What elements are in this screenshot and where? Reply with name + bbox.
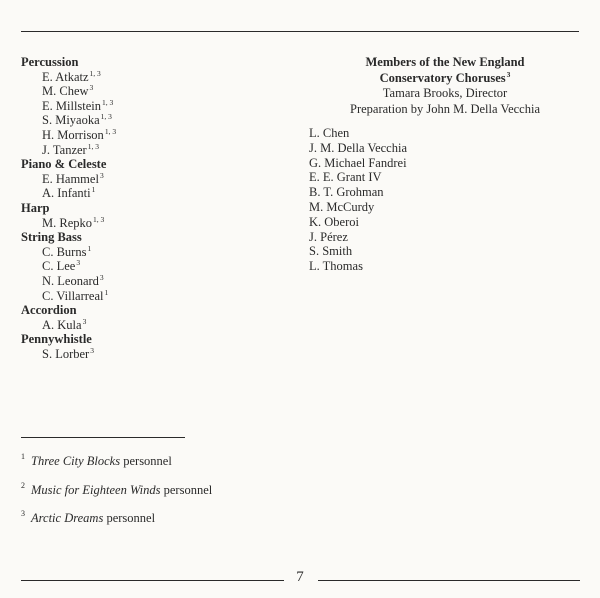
top-rule xyxy=(21,31,579,32)
chorus-preparation: Preparation by John M. Della Vecchia xyxy=(350,101,540,116)
member-footnote-ref: 3 xyxy=(99,170,104,180)
roster-member xyxy=(21,216,261,231)
footnote-suffix: personnel xyxy=(120,454,172,468)
member-footnote-ref: 3 xyxy=(90,345,94,355)
chorus-member: S. Smith xyxy=(309,244,353,259)
footnote-3 xyxy=(21,509,155,526)
footnote-mark: 2 xyxy=(21,481,25,490)
footnote-2 xyxy=(21,481,212,498)
member-footnote-ref: 1, 3 xyxy=(87,141,99,151)
chorus-heading-line1: Members of the New England xyxy=(365,55,525,69)
footnote-title: Three City Blocks xyxy=(31,454,121,468)
bottom-rule-right xyxy=(318,580,580,581)
roster-member xyxy=(21,289,261,304)
roster-member xyxy=(21,128,261,143)
member-name: S. Lorber xyxy=(42,346,90,361)
roster-section xyxy=(21,55,261,157)
member-footnote-ref: 1, 3 xyxy=(104,126,117,136)
footnote-1 xyxy=(21,452,172,469)
roster-member xyxy=(21,113,261,128)
member-footnote-ref: 1, 3 xyxy=(93,214,105,224)
roster-member xyxy=(21,172,261,187)
roster-section xyxy=(21,157,261,201)
instrument-roster xyxy=(21,55,261,361)
member-footnote-ref: 1 xyxy=(91,185,96,195)
chorus-member: B. T. Grohman xyxy=(309,185,384,200)
page-number: 7 xyxy=(296,569,304,585)
member-footnote-ref: 3 xyxy=(89,83,94,93)
footnote-rule xyxy=(21,437,185,438)
member-name: E. Millstein xyxy=(42,98,102,113)
roster-member xyxy=(21,259,261,274)
member-name: N. Leonard xyxy=(42,273,99,288)
member-footnote-ref: 3 xyxy=(99,272,104,282)
footnote-title: Arctic Dreams xyxy=(31,511,104,525)
footnote-title: Music for Eighteen Winds xyxy=(31,483,161,497)
member-name: M. Chew xyxy=(42,84,89,99)
section-title: Pennywhistle xyxy=(21,332,92,347)
roster-member xyxy=(21,143,261,158)
member-name: A. Kula xyxy=(42,317,82,332)
roster-member xyxy=(21,347,261,362)
section-title: Accordion xyxy=(21,303,77,318)
chorus-director: Tamara Brooks, Director xyxy=(382,86,508,100)
member-footnote-ref: 1 xyxy=(104,287,109,297)
member-footnote-ref: 1 xyxy=(87,243,92,253)
section-title: Percussion xyxy=(21,55,79,69)
chorus-member-list xyxy=(309,126,407,274)
section-title: Harp xyxy=(21,200,50,215)
chorus-member: J. Pérez xyxy=(309,229,348,244)
chorus-member: J. M. Della Vecchia xyxy=(309,140,408,155)
chorus-member: E. E. Grant IV xyxy=(309,170,382,185)
section-title: Piano & Celeste xyxy=(21,157,107,172)
member-name: H. Morrison xyxy=(42,127,104,142)
member-name: J. Tanzer xyxy=(42,142,87,157)
member-footnote-ref: 3 xyxy=(82,316,87,326)
member-footnote-ref: 1, 3 xyxy=(100,112,112,122)
roster-member xyxy=(21,84,261,99)
member-name: S. Miyaoka xyxy=(42,113,100,128)
member-footnote-ref: 1, 3 xyxy=(89,68,101,78)
footnote-suffix: personnel xyxy=(103,511,156,525)
footnote-mark: 1 xyxy=(21,452,25,461)
roster-section xyxy=(21,303,261,332)
chorus-heading-line2: Conservatory Choruses$^3$ xyxy=(379,69,511,85)
member-name: C. Lee xyxy=(42,259,76,274)
chorus-member: M. McCurdy xyxy=(309,199,375,214)
chorus-member: L. Chen xyxy=(309,126,350,140)
bottom-rule-left xyxy=(21,580,284,581)
roster-section xyxy=(21,230,261,303)
member-name: E. Atkatz xyxy=(42,69,89,84)
member-name: C. Villarreal xyxy=(42,288,104,303)
chorus-member: K. Oberoi xyxy=(309,214,359,229)
chorus-member: L. Thomas xyxy=(309,259,363,274)
roster-member xyxy=(21,70,261,85)
roster-member xyxy=(21,245,261,260)
footnote-mark: 3 xyxy=(21,509,25,518)
member-name: A. Infanti xyxy=(42,186,91,201)
member-name: E. Hammel xyxy=(42,171,99,186)
roster-member xyxy=(21,99,261,114)
chorus-header xyxy=(300,55,590,117)
roster-member xyxy=(21,318,261,333)
member-footnote-ref: 3 xyxy=(76,258,81,268)
member-name: C. Burns xyxy=(42,244,87,259)
chorus-member: G. Michael Fandrei xyxy=(309,155,407,170)
member-name: M. Repko xyxy=(42,215,92,230)
roster-section xyxy=(21,201,261,230)
roster-member xyxy=(21,186,261,201)
roster-member xyxy=(21,274,261,289)
roster-section xyxy=(21,332,261,361)
member-footnote-ref: 1, 3 xyxy=(102,97,114,107)
footnote-suffix: personnel xyxy=(160,483,213,497)
section-title: String Bass xyxy=(21,230,82,245)
